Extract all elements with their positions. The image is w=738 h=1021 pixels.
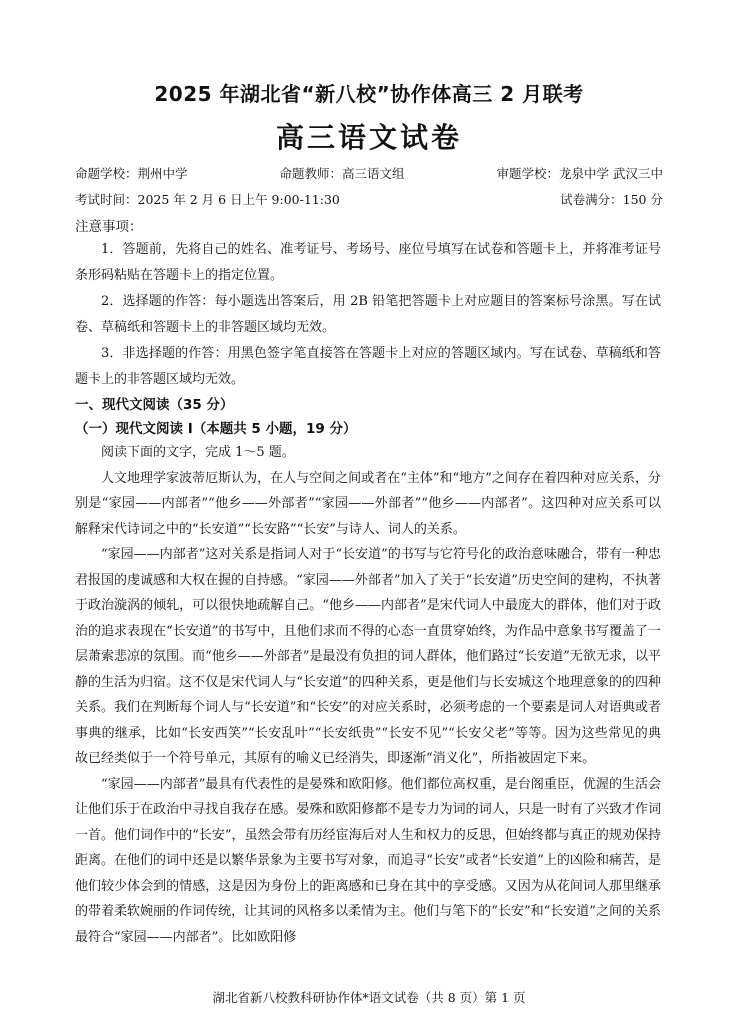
notice-item: 1．答题前，先将自己的姓名、准考证号、考场号、座位号填写在试卷和答题卡上，并将准考证号条形码粘贴在答题卡上的指定位置。 [75,242,661,283]
subsection-title: （一）现代文阅读 I（本题共 5 小题，19 分） [75,421,357,437]
notice-title: 注意事项： [75,219,143,235]
reading-passage [75,440,661,950]
section-title: 一、现代文阅读（35 分） [75,397,234,413]
notice-item: 2．选择题的作答：每小题选出答案后，用 2B 铅笔把答题卡上对应题目的答案标号涂黑。写在试卷、草稿纸和答题卡上的非答题区域均无效。 [75,294,661,335]
review-school: 审题学校：龙泉中学 武汉三中 [496,166,663,181]
meta-row-time [75,190,663,208]
exam-title: 2025 年湖北省“新八校”协作体高三 2 月联考 [154,82,584,106]
setting-teacher: 命题教师：高三语文组 [279,166,405,181]
setting-school: 命题学校：荆州中学 [75,166,188,181]
page-footer: 湖北省新八校教科研协作体*语文试卷（共 8 页）第 1 页 [212,990,526,1005]
exam-time: 考试时间：2025 年 2 月 6 日上午 9:00-11:30 [75,192,340,207]
notice-item: 3．非选择题的作答：用黑色签字笔直接答在答题卡上对应的答题区域内。写在试卷、草稿纸和答题卡上的非答题区域均无效。 [75,346,661,387]
passage-paragraph: “家园——内部者”最具有代表性的是晏殊和欧阳修。他们都位高权重，是台阁重臣，优渥的生活会让他们乐于在政治中寻找自我存在感。晏殊和欧阳修都不是专力为词的词人，只是一时有了兴致才作词一首。他们词作中的“长安”，虽然会带有历经宦海后对人生和权力的反思，但始终都与真正的规劝保持距离。在他们的词中还是以繁华景象为主要书写对象，而追寻“长安”或者“长安道”上的凶险和痛苦，是他们较少体会到的情感，这是因为身份上的距离感和已身在其中的享受感。又因为从花间词人那里继承的带着柔软婉丽的作词传统，让其词的风格多以柔情为主。他们与笔下的“长安”和“长安道”之间的关系最符合“家园——内部者”。比如欧阳修 [75,776,661,945]
reading-instruction: 阅读下面的文字，完成 1～5 题。 [101,445,295,460]
notice-list [75,237,661,393]
full-score: 试卷满分：150 分 [560,192,663,207]
passage-paragraph: “家园——内部者”这对关系是指词人对于“长安道”的书写与它符号化的政治意味融合，带有一种忠君报国的虔诚感和大权在握的自持感。“家园——外部者”加入了关于“长安道”历史空间的建构，不执著于政治漩涡的倾轧，可以很快地疏解自己。“他乡——内部者”是宋代词人中最庞大的群体，他们对于政治的追求表现在“长安道”的书写中，且他们求而不得的心态一直贯穿始终，为作品中意象书写覆盖了一层萧索悲凉的氛围。而“他乡——外部者”是最没有负担的词人群体，他们路过“长安道”无欲无求，以平静的生活为归宿。这不仅是宋代词人与“长安道”的四种关系，更是他们与长安城这个地理意象的的四种关系。我们在判断每个词人与“长安道”和“长安”的对应关系时，必须考虑的一个要素是词人对语典或者事典的继承，比如“长安西笑”“长安乱叶”“长安纸贵”“长安不见”“长安父老”等等。因为这些常见的典故已经类似于一个符号单元，其原有的喻义已经消失，即逐渐“消义化”，所指被固定下来。 [75,547,661,766]
paper-title: 高三语文试卷 [275,121,462,154]
passage-paragraph: 人文地理学家波蒂厄斯认为，在人与空间之间或者在“主体”和“地方”之间存在着四种对应关系，分别是“家园——内部者”“他乡——外部者”“家园——外部者”“他乡——内部者”。这四种对应关系可以解释宋代诗词之中的“长安道”“长安路”“长安”与诗人、词人的关系。 [75,470,661,537]
meta-row-authors [75,164,663,182]
